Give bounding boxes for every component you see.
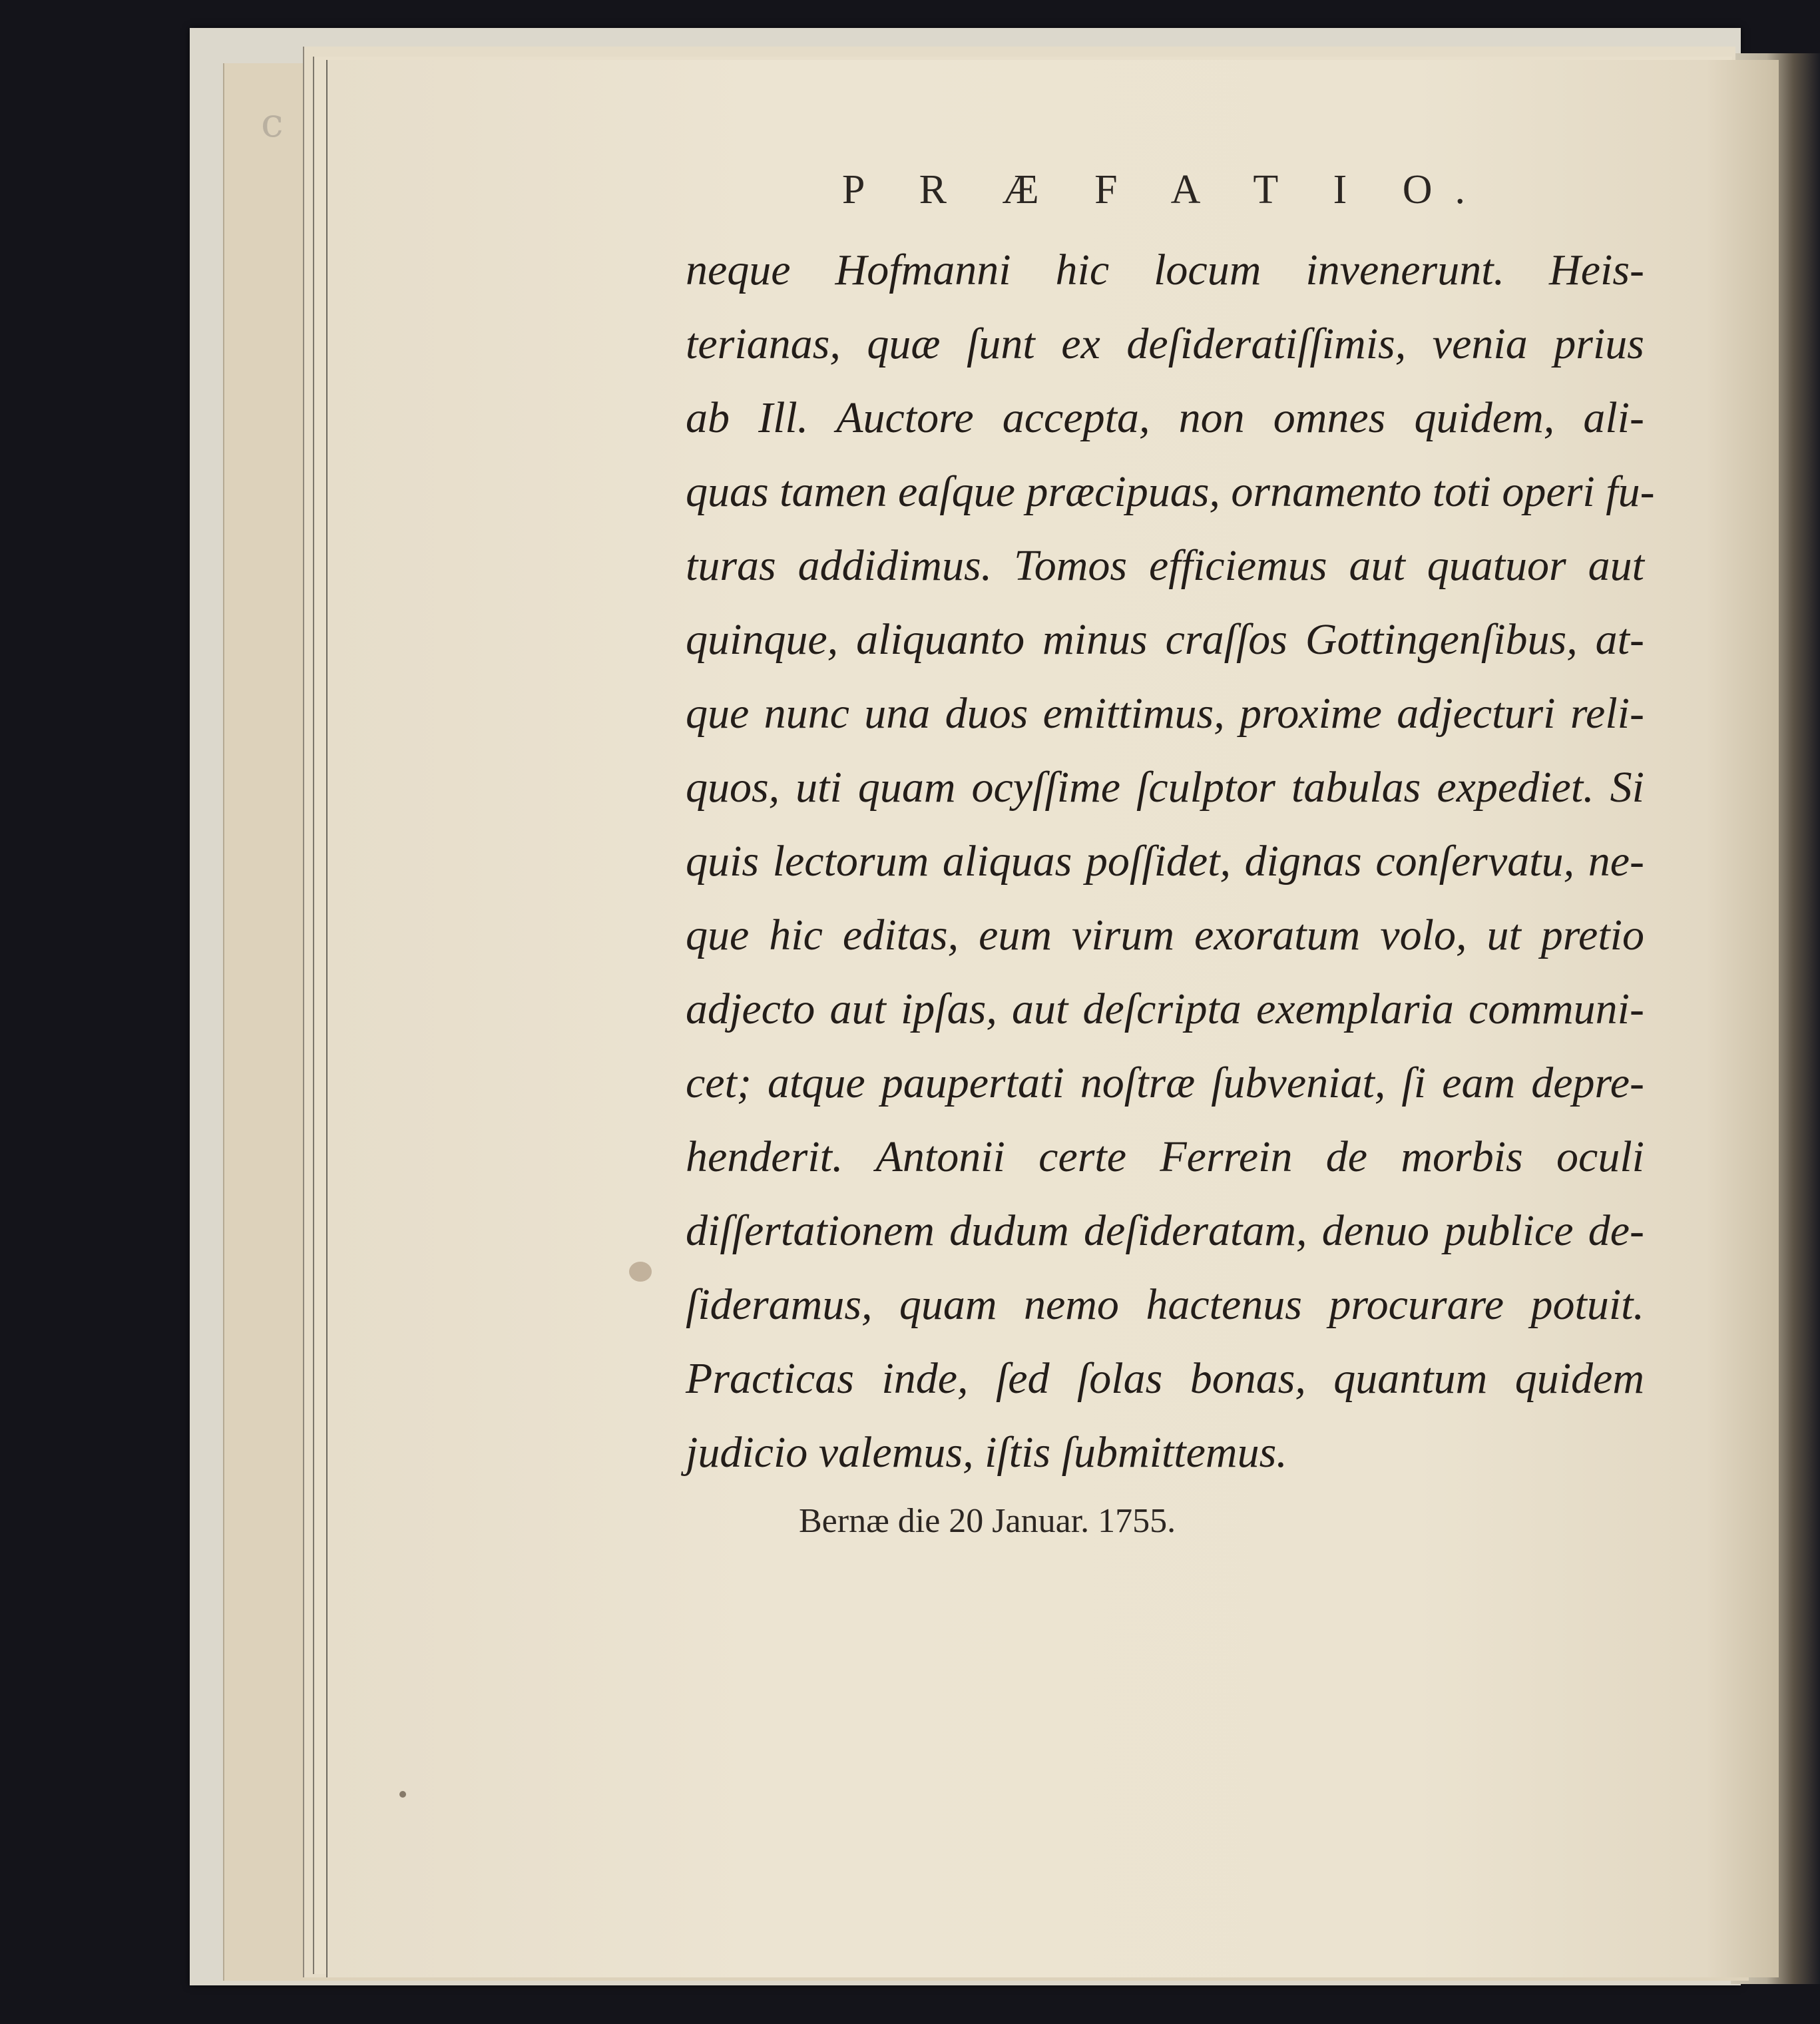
paper-stain: [629, 1262, 652, 1282]
text-line: quinque, aliquanto minus craſſos Gottingenſibus, at-: [686, 615, 1644, 664]
text-line: que hic editas, eum virum exoratum volo, ut pretio: [686, 911, 1644, 959]
text-line: quas tamen eaſque præcipuas, ornamento toti operi fu-: [686, 467, 1655, 516]
text-line: ſideramus, quam nemo hactenus procurare potuit.: [686, 1280, 1644, 1329]
paper-speck: [399, 1791, 406, 1798]
text-line: judicio valemus, iſtis ſubmittemus.: [686, 1428, 1287, 1477]
margin-mark: c: [261, 100, 284, 146]
text-line: cet; atque paupertati noſtræ ſubveniat, ſi eam depre-: [686, 1059, 1644, 1107]
text-line: henderit. Antonii certe Ferrein de morbis oculi: [686, 1133, 1644, 1181]
text-line: diſſertationem dudum deſideratam, denuo publice de-: [686, 1206, 1644, 1255]
text-line: Practicas inde, ſed ſolas bonas, quantum quidem: [686, 1354, 1644, 1403]
preface-text: [686, 233, 1655, 1489]
running-head: P R Æ F A T I O.: [841, 167, 1488, 212]
text-line: turas addidimus. Tomos efficiemus aut quatuor aut: [686, 541, 1644, 590]
dateline: Bernæ die 20 Januar. 1755.: [799, 1502, 1176, 1540]
text-line: terianas, quæ ſunt ex deſideratiſſimis, venia prius: [686, 320, 1644, 368]
text-line: neque Hofmanni hic locum invenerunt. Heis-: [686, 246, 1644, 294]
text-line: adjecto aut ipſas, aut deſcripta exemplaria communi-: [686, 985, 1644, 1033]
text-line: que nunc una duos emittimus, proxime adjecturi reli-: [686, 689, 1644, 738]
text-line: quos, uti quam ocyſſime ſculptor tabulas expediet. Si: [686, 763, 1644, 812]
text-line: ab Ill. Auctore accepta, non omnes quidem, ali-: [686, 393, 1644, 442]
text-line: quis lectorum aliquas poſſidet, dignas conſervatu, ne-: [686, 837, 1644, 886]
